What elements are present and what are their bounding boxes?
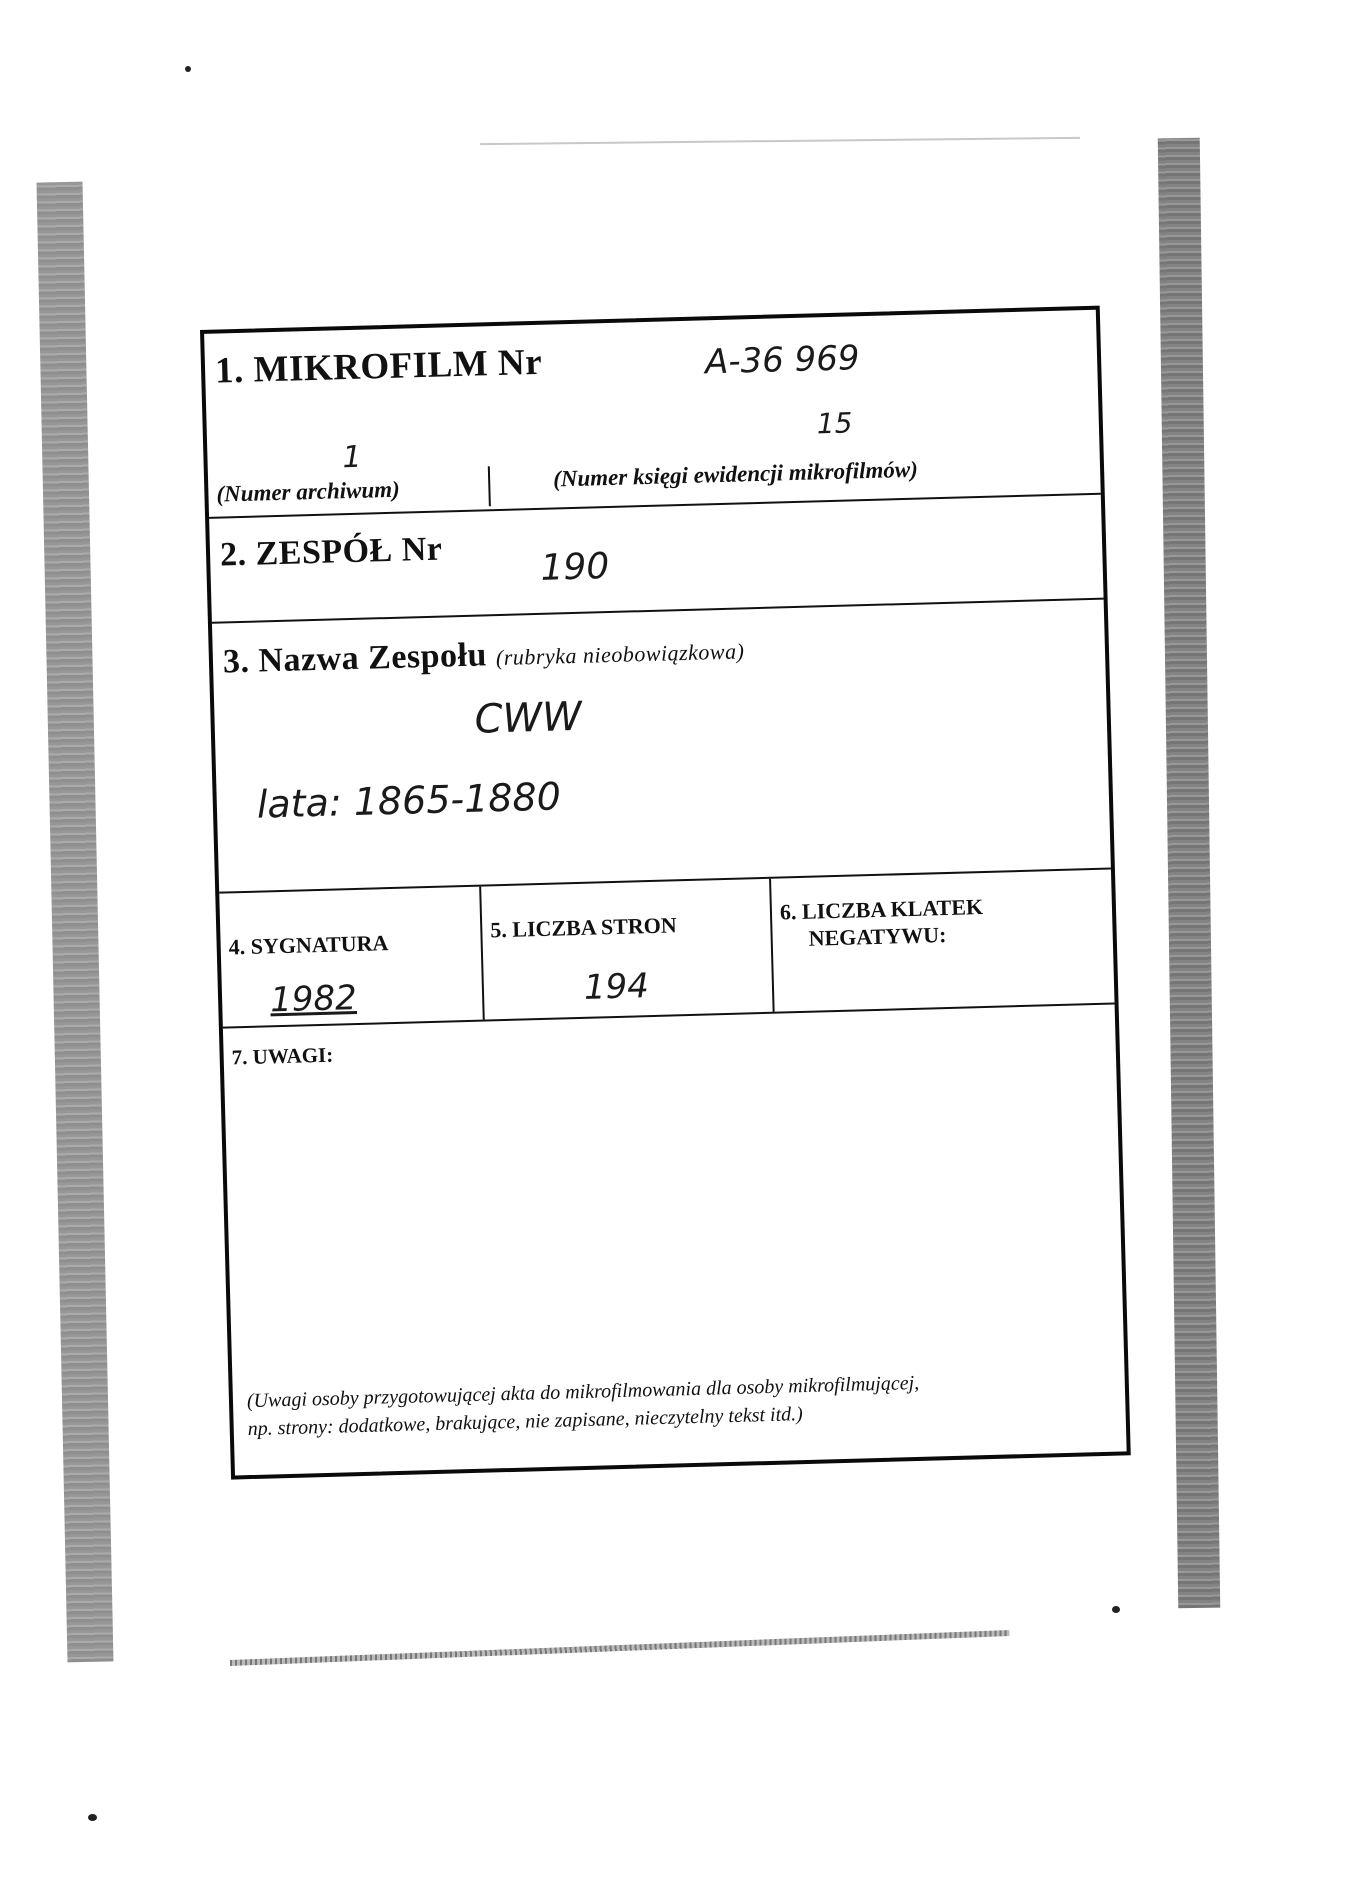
- fonds-name-value: CWW: [474, 693, 583, 743]
- microfilm-number-label: 1. MIKROFILM Nr: [214, 341, 543, 392]
- remarks-instructions-line1: (Uwagi osoby przygotowującej akta do mikrofilmowania dla osoby mikrofilmującej,: [246, 1371, 920, 1413]
- cell-negative-frame-count: [771, 870, 1114, 1012]
- cell-signature: [219, 887, 485, 1027]
- fonds-name-label-text: 3. Nazwa Zespołu: [222, 636, 488, 681]
- page-edge-top: [480, 137, 1080, 145]
- scan-shadow-right: [1158, 138, 1221, 1608]
- fonds-number-label: 2. ZESPÓŁ Nr: [219, 530, 443, 574]
- section-remarks: [223, 1005, 1127, 1484]
- register-number-label: (Numer księgi ewidencji mikrofilmów): [552, 456, 919, 492]
- microfilm-number-value: A-36 969: [704, 338, 861, 383]
- archive-number-value: 1: [342, 439, 363, 476]
- scan-shadow-left: [37, 182, 114, 1663]
- remarks-instructions: [247, 1369, 921, 1443]
- remarks-label: 7. UWAGI:: [231, 1042, 334, 1070]
- section-signature-pages-frames: [219, 870, 1114, 1029]
- microfilm-card-form: [200, 306, 1131, 1480]
- negative-frame-count-label: [780, 893, 985, 952]
- register-number-value: 15: [816, 406, 853, 441]
- cell-page-count: [481, 879, 774, 1020]
- column-divider: [488, 466, 491, 506]
- archive-number-label: (Numer archiwum): [216, 476, 401, 507]
- scan-speck: [185, 66, 191, 72]
- negative-frame-count-label-line2: NEGATYWU:: [808, 922, 947, 951]
- section-fonds-name: [212, 600, 1111, 894]
- scan-speck: [1112, 1606, 1120, 1613]
- page-edge-bottom: [230, 1630, 1010, 1666]
- scan-speck: [88, 1814, 97, 1821]
- fonds-years-value: lata: 1865-1880: [256, 774, 562, 827]
- signature-value: 1982: [269, 978, 358, 1021]
- remarks-instructions-line2: np. strony: dodatkowe, brakujące, nie zapisane, nieczytelny tekst itd.): [247, 1403, 804, 1441]
- negative-frame-count-label-line1: 6. LICZBA KLATEK: [779, 894, 984, 925]
- fonds-name-label: [222, 629, 744, 681]
- fonds-name-optional-note: (rubryka nieobowiązkowa): [495, 638, 745, 671]
- fonds-number-value: 190: [540, 546, 610, 589]
- page-count-value: 194: [583, 966, 650, 1008]
- signature-label: 4. SYGNATURA: [228, 930, 389, 960]
- section-microfilm-number: [204, 310, 1101, 519]
- page-count-label: 5. LICZBA STRON: [489, 912, 678, 943]
